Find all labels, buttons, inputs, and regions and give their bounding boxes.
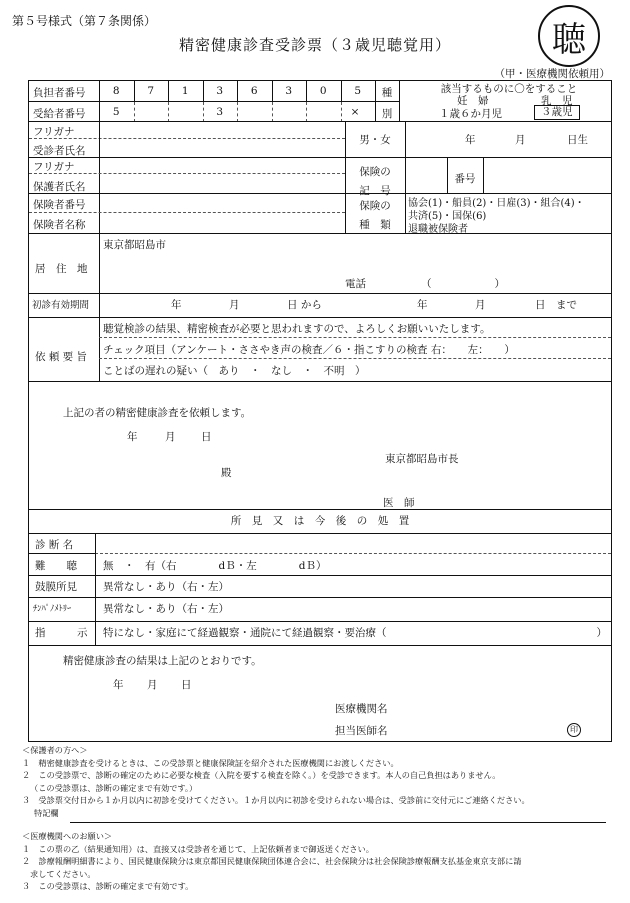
payer-number-digit-2[interactable]: 7 <box>147 85 155 97</box>
type-3-years[interactable]: ３歳児 <box>534 105 580 120</box>
dob-month: 月 <box>515 134 526 146</box>
clinic-note-2b: 求してください。 <box>30 868 96 879</box>
hearing-stamp <box>538 5 600 67</box>
form-title: 精密健康診査受診票（３歳児聴覚用） <box>178 36 451 54</box>
attending-doctor-label: 担当医師名 <box>335 725 388 737</box>
payer-number-label: 負担者番号 <box>33 87 86 99</box>
findings-heading: 所 見 又 は 今 後 の 処 置 <box>230 515 410 527</box>
clinic-note-3: ３ この受診票は、診断の確定まで有効です。 <box>22 881 194 892</box>
address-value[interactable]: 東京都昭島市 <box>103 239 166 251</box>
guardian-note-3: ３ 受診票交付日から１か月以内に初診を受けてください。１か月以内に初診を受けられない場合は、受診前に交付元にご連絡ください。 <box>22 795 530 806</box>
clinic-heading: ＜医療機関へのお願い＞ <box>22 831 113 841</box>
tympanometry-value[interactable]: 異常なし・あり（右・左） <box>103 603 229 615</box>
validity-day-to: 日 まで <box>535 299 577 311</box>
type-label-1: 種 <box>381 87 393 99</box>
form-table <box>28 80 612 742</box>
payer-number-digit-3[interactable]: 1 <box>181 85 189 97</box>
special-notes-line[interactable] <box>70 822 606 823</box>
validity-year-to: 年 <box>417 299 428 311</box>
check-items[interactable]: チェック項目（アンケート・ささやき声の検査／６・指こすりの検査 右： 左： ） <box>103 344 515 356</box>
payer-number-digit-8[interactable]: 5 <box>354 85 362 97</box>
recipient-cross: × <box>350 106 360 118</box>
eardrum-label: 鼓膜所見 <box>35 581 77 593</box>
dob-day: 日生 <box>567 134 588 146</box>
validity-year-from: 年 <box>171 299 182 311</box>
clinic-note-2: ２ 診療報酬明細書により、国民健康保険分は東京都国民健康保険団体連合会に、社会保険分は社会保険診療報酬支払基金東京支部に請 <box>22 856 522 867</box>
copy-tag: （甲・医療機関依頼用） <box>494 68 610 80</box>
recipient-number-digit-4[interactable]: 3 <box>216 106 224 118</box>
payer-number-digit-7[interactable]: 0 <box>319 85 327 97</box>
special-notes-label: 特記欄 <box>34 807 59 818</box>
payer-number-digit-6[interactable]: 3 <box>285 85 293 97</box>
result-month: 月 <box>147 679 158 691</box>
type-heading: 該当するものに〇をすること <box>440 83 578 95</box>
furigana2-label: フリガナ <box>33 161 75 173</box>
instruction-label: 指 示 <box>35 627 88 639</box>
insurance-symbol-label-2: 記 号 <box>359 185 391 197</box>
hearing-loss-label: 難 聴 <box>35 560 77 572</box>
insurance-types-2[interactable]: 共済(5)・国保(6) <box>408 211 487 222</box>
eardrum-value[interactable]: 異常なし・あり（右・左） <box>103 581 229 593</box>
payer-number-digit-1[interactable]: 8 <box>112 85 120 97</box>
payer-number-digit-4[interactable]: 3 <box>216 85 224 97</box>
guardian-heading: ＜保護者の方へ＞ <box>22 745 88 755</box>
result-year: 年 <box>113 679 124 691</box>
hearing-loss-value[interactable]: 無 ・ 有（右 dＢ・左 dＢ） <box>103 560 327 572</box>
validity-day-from: 日 から <box>287 299 322 311</box>
diagnosis-label: 診 断 名 <box>35 539 74 551</box>
insurance-symbol-label-1: 保険の <box>359 166 391 178</box>
patient-name-label: 受診者氏名 <box>33 145 86 157</box>
validity-month-from: 月 <box>229 299 240 311</box>
request-month: 月 <box>165 431 176 443</box>
insurer-name-label: 保険者名称 <box>33 219 86 231</box>
validity-month-to: 月 <box>475 299 486 311</box>
payer-number-digit-5[interactable]: 6 <box>250 85 258 97</box>
request-statement: 上記の者の精密健康診査を依頼します。 <box>63 407 252 419</box>
sex-field[interactable]: 男・女 <box>359 134 391 146</box>
tympanometry-label: ﾁﾝﾊﾟﾉﾒﾄﾘｰ <box>33 604 72 614</box>
form-number: 第５号様式（第７条関係） <box>12 14 157 28</box>
dono-label: 殿 <box>221 467 232 479</box>
number-label: 番号 <box>454 173 476 185</box>
guardian-note-2b: （この受診票は、診断の確定まで有効です。） <box>30 782 198 793</box>
result-statement: 精密健康診査の結果は上記のとおりです。 <box>63 655 262 667</box>
result-day: 日 <box>181 679 192 691</box>
phone-parens[interactable]: （ ） <box>421 278 505 290</box>
guardian-note-1: １ 精密健康診査を受けるときは、この受診票と健康保険証を紹介された医療機関にお渡しください。 <box>22 757 399 768</box>
phone-label: 電話 <box>345 278 366 290</box>
guardian-note-2: ２ この受診票で、診断の確定のために必要な検査（入院を要する検査を除く。）を受診できます。本人の自己負担はありません。 <box>22 770 501 781</box>
insurance-types-1[interactable]: 協会(1)・船員(2)・日雇(3)・組合(4)・ <box>408 198 585 209</box>
request-text: 聴覚検診の結果、精密検査が必要と思われますので、よろしくお願いいたします。 <box>103 323 491 335</box>
type-infant: 乳 児 <box>541 95 573 107</box>
clinic-note-1: １ この票の乙（結果通知用）は、直接又は受診者を通じて、上記依頼者まで御返送ください。 <box>22 843 374 854</box>
furigana-label: フリガナ <box>33 126 75 138</box>
request-label: 依 頼 要 旨 <box>35 351 88 363</box>
insurer-number-label: 保険者番号 <box>33 199 86 211</box>
instruction-value[interactable]: 特になし・家庭にて経過観察・通院にて経過観察・要治療（ ） <box>103 627 607 639</box>
guardian-notes <box>22 744 530 820</box>
recipient-number-digit-1[interactable]: 5 <box>112 106 120 118</box>
recipient-number-label: 受給者番号 <box>33 108 86 120</box>
request-day: 日 <box>201 431 212 443</box>
institution-label: 医療機関名 <box>335 703 388 715</box>
mayor-label: 東京都昭島市長 <box>385 453 459 465</box>
clinic-notes <box>22 830 521 893</box>
type-pregnant: 妊 婦 <box>457 95 489 107</box>
request-year: 年 <box>127 431 138 443</box>
seal-mark: 印 <box>567 723 581 737</box>
doctor-label: 医 師 <box>383 497 415 509</box>
insurance-type-label-1: 保険の <box>359 200 391 212</box>
insurance-types-3[interactable]: 退職被保険者 <box>408 224 468 235</box>
type-label-2: 別 <box>381 108 393 120</box>
insurance-type-label-2: 種 類 <box>359 219 391 231</box>
validity-label: 初診有効期間 <box>32 300 90 311</box>
speech-delay[interactable]: ことばの遅れの疑い（ あり ・ なし ・ 不明 ） <box>103 365 366 377</box>
address-label: 居 住 地 <box>35 263 88 275</box>
guardian-name-label: 保護者氏名 <box>33 181 86 193</box>
dob-year: 年 <box>465 134 476 146</box>
stamp-char: 聴 <box>552 19 586 60</box>
type-18-months: １歳６か月児 <box>439 108 502 120</box>
